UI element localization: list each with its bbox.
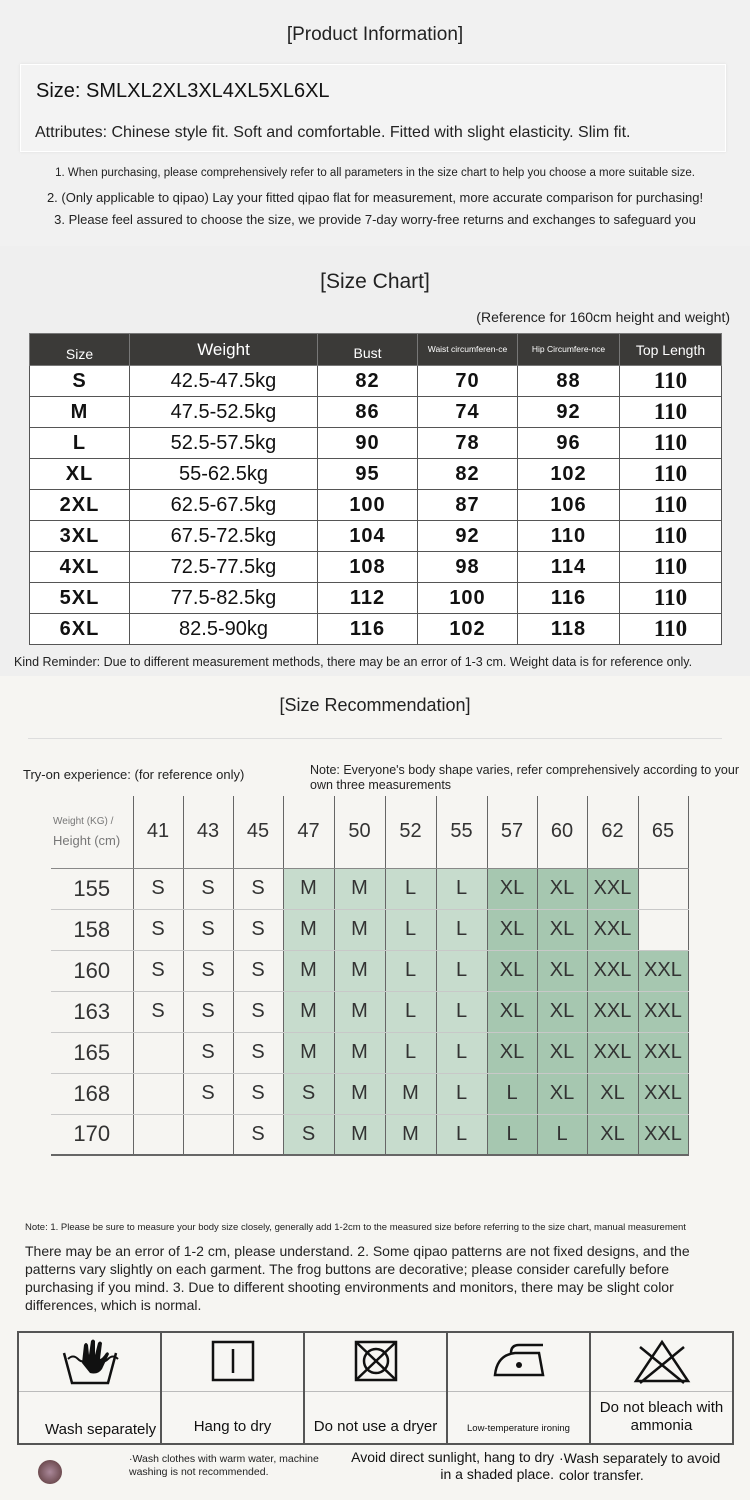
- care-divider: [591, 1391, 732, 1392]
- product-information-section: [0, 0, 750, 246]
- size-recommendation-cell: L: [436, 1032, 487, 1073]
- size-recommendation-cell: XL: [537, 991, 587, 1032]
- header-waist: Waist circumferen-ce: [418, 334, 518, 366]
- size-chart-row: [30, 490, 722, 521]
- top-length-cell: 110: [620, 397, 722, 428]
- waist-cell: 100: [418, 583, 518, 614]
- care-low-temp-iron: [447, 1332, 590, 1444]
- size-recommendation-cell: XL: [487, 950, 537, 991]
- brand-logo: [38, 1460, 118, 1486]
- size-recommendation-table: [51, 796, 689, 1156]
- size-recommendation-cell: [133, 1032, 183, 1073]
- weight-header-cell: 60: [537, 796, 587, 868]
- weight-header-cell: 55: [436, 796, 487, 868]
- no-tumble-dry-icon: [351, 1337, 401, 1385]
- size-recommendation-cell: XXL: [587, 909, 638, 950]
- weight-cell: 62.5-67.5kg: [130, 490, 318, 521]
- size-recommendation-cell: [133, 1073, 183, 1114]
- size-recommendation-cell: S: [183, 868, 233, 909]
- size-recommendation-cell: L: [436, 991, 487, 1032]
- size-recommendation-cell: S: [183, 1073, 233, 1114]
- size-recommendation-cell: S: [133, 950, 183, 991]
- size-recommendation-cell: S: [133, 991, 183, 1032]
- size-chart-row: [30, 459, 722, 490]
- size-recommendation-cell: XL: [537, 950, 587, 991]
- header-size: Size: [30, 334, 130, 366]
- height-row: [51, 1073, 688, 1114]
- corner-weight-label: Weight (KG) /: [53, 815, 114, 827]
- care-instructions-table: [17, 1331, 734, 1445]
- waist-cell: 70: [418, 366, 518, 397]
- height-cell: 160: [51, 950, 133, 991]
- size-recommendation-cell: L: [487, 1073, 537, 1114]
- height-row: [51, 1032, 688, 1073]
- care-label-no-bleach: Do not bleach with ammonia: [599, 1399, 724, 1434]
- reference-note: (Reference for 160cm height and weight): [476, 309, 730, 325]
- size-recommendation-cell: S: [233, 950, 283, 991]
- care-divider: [19, 1391, 160, 1392]
- header-weight: Weight: [130, 334, 318, 366]
- weight-header-cell: 52: [385, 796, 436, 868]
- top-length-cell: 110: [620, 459, 722, 490]
- hip-cell: 110: [518, 521, 620, 552]
- purchase-note-3: 3. Please feel assured to choose the size, we provide 7-day worry-free returns and exchanges to safeguard you: [54, 212, 696, 227]
- product-info-title: [Product Information]: [286, 24, 464, 45]
- weight-cell: 42.5-47.5kg: [130, 366, 318, 397]
- weight-cell: 67.5-72.5kg: [130, 521, 318, 552]
- hip-cell: 102: [518, 459, 620, 490]
- size-recommendation-cell: L: [537, 1114, 587, 1155]
- waist-cell: 82: [418, 459, 518, 490]
- size-recommendation-cell: M: [283, 950, 334, 991]
- weight-header-cell: 47: [283, 796, 334, 868]
- tryon-note: Note: Everyone's body shape varies, refer comprehensively according to your own three measurements: [310, 763, 739, 792]
- footer-note-sunlight: Avoid direct sunlight, hang to dry in a shaded place.: [351, 1449, 554, 1482]
- bust-cell: 82: [318, 366, 418, 397]
- size-recommendation-cell: M: [283, 1032, 334, 1073]
- height-cell: 165: [51, 1032, 133, 1073]
- size-recommendation-cell: XL: [487, 991, 537, 1032]
- size-recommendation-cell: S: [233, 991, 283, 1032]
- size-recommendation-cell: [133, 1114, 183, 1155]
- size-cell: L: [30, 428, 130, 459]
- size-recommendation-cell: S: [183, 909, 233, 950]
- hip-cell: 118: [518, 614, 620, 645]
- size-recommendation-cell: M: [334, 1073, 385, 1114]
- bust-cell: 108: [318, 552, 418, 583]
- bust-cell: 90: [318, 428, 418, 459]
- low-temperature-iron-icon: [487, 1337, 551, 1385]
- top-length-cell: 110: [620, 521, 722, 552]
- size-recommendation-cell: XL: [537, 1073, 587, 1114]
- purchase-note-1: 1. When purchasing, please comprehensively refer to all parameters in the size chart to help you choose a more suitable size.: [55, 167, 695, 179]
- waist-cell: 92: [418, 521, 518, 552]
- size-recommendation-cell: XXL: [587, 950, 638, 991]
- weight-cell: 77.5-82.5kg: [130, 583, 318, 614]
- size-recommendation-cell: L: [436, 1114, 487, 1155]
- size-recommendation-cell: XXL: [638, 1073, 688, 1114]
- height-row: [51, 991, 688, 1032]
- size-recommendation-cell: S: [183, 991, 233, 1032]
- weight-header-cell: 43: [183, 796, 233, 868]
- size-recommendation-cell: [638, 909, 688, 950]
- size-recommendation-cell: XL: [487, 1032, 537, 1073]
- size-chart-row: [30, 583, 722, 614]
- size-recommendation-cell: M: [334, 868, 385, 909]
- header-top-length: Top Length: [620, 334, 722, 366]
- size-recommendation-cell: L: [436, 1073, 487, 1114]
- bust-cell: 104: [318, 521, 418, 552]
- size-recommendation-cell: M: [334, 909, 385, 950]
- size-cell: M: [30, 397, 130, 428]
- waist-cell: 74: [418, 397, 518, 428]
- size-recommendation-cell: XXL: [638, 1032, 688, 1073]
- header-hip: Hip Circumfere-nce: [518, 334, 620, 366]
- hip-cell: 116: [518, 583, 620, 614]
- height-row: [51, 1114, 688, 1155]
- size-recommendation-cell: S: [183, 950, 233, 991]
- size-recommendation-cell: M: [283, 991, 334, 1032]
- size-recommendation-cell: XL: [487, 868, 537, 909]
- hip-cell: 92: [518, 397, 620, 428]
- hip-cell: 88: [518, 366, 620, 397]
- top-length-cell: 110: [620, 428, 722, 459]
- size-recommendation-cell: L: [385, 950, 436, 991]
- size-recommendation-cell: S: [283, 1073, 334, 1114]
- care-label-low-temp-iron: Low-temperature ironing: [467, 1423, 570, 1434]
- size-chart-row: [30, 397, 722, 428]
- size-chart-table: [29, 333, 722, 645]
- height-cell: 170: [51, 1114, 133, 1155]
- size-recommendation-cell: XXL: [587, 868, 638, 909]
- size-recommendation-cell: XXL: [587, 991, 638, 1032]
- attributes-line: Attributes: Chinese style fit. Soft and comfortable. Fitted with slight elasticity. Slim fit.: [35, 124, 631, 141]
- logo-circle: [38, 1460, 62, 1484]
- size-recommendation-cell: [183, 1114, 233, 1155]
- weight-cell: 72.5-77.5kg: [130, 552, 318, 583]
- size-recommendation-cell: M: [334, 991, 385, 1032]
- care-divider: [162, 1391, 303, 1392]
- height-cell: 158: [51, 909, 133, 950]
- size-recommendation-cell: L: [385, 909, 436, 950]
- size-recommendation-cell: XL: [537, 1032, 587, 1073]
- top-length-cell: 110: [620, 366, 722, 397]
- size-recommendation-cell: S: [133, 909, 183, 950]
- size-recommendation-cell: L: [436, 950, 487, 991]
- waist-cell: 87: [418, 490, 518, 521]
- measurement-note: There may be an error of 1-2 cm, please understand. 2. Some qipao patterns are not fixed designs, and the patterns vary slightly on each garment. The frog buttons are decorative; please consider carefully before purchasing if you mind. 3. Due to different shooting environments and monitors, there may be slight color differences, which is normal.: [25, 1243, 690, 1313]
- size-chart-section: [0, 246, 750, 676]
- weight-cell: 52.5-57.5kg: [130, 428, 318, 459]
- care-no-bleach: [590, 1332, 733, 1444]
- size-cell: 4XL: [30, 552, 130, 583]
- size-recommendation-cell: L: [487, 1114, 537, 1155]
- header-bust: Bust: [318, 334, 418, 366]
- bust-cell: 95: [318, 459, 418, 490]
- tryon-label: Try-on experience: (for reference only): [23, 767, 245, 782]
- waist-cell: 102: [418, 614, 518, 645]
- hang-dry-icon: [208, 1337, 258, 1385]
- size-recommendation-cell: [638, 868, 688, 909]
- care-no-dryer: [304, 1332, 447, 1444]
- size-chart-row: [30, 521, 722, 552]
- size-chart-row: [30, 428, 722, 459]
- weight-header-cell: 57: [487, 796, 537, 868]
- care-label-hang-to-dry: Hang to dry: [193, 1418, 272, 1435]
- size-recommendation-cell: L: [385, 868, 436, 909]
- no-bleach-icon: [630, 1337, 694, 1387]
- waist-cell: 78: [418, 428, 518, 459]
- size-chart-title: [Size Chart]: [320, 270, 430, 293]
- size-chart-row: [30, 366, 722, 397]
- size-chart-header-row: [30, 334, 722, 366]
- care-label-no-dryer: Do not use a dryer: [313, 1418, 438, 1435]
- size-cell: 2XL: [30, 490, 130, 521]
- height-cell: 155: [51, 868, 133, 909]
- top-length-cell: 110: [620, 583, 722, 614]
- size-recommendation-title: [Size Recommendation]: [279, 695, 471, 715]
- size-recommendation-cell: S: [233, 909, 283, 950]
- size-recommendation-cell: XXL: [638, 991, 688, 1032]
- size-recommendation-cell: M: [283, 868, 334, 909]
- hip-cell: 106: [518, 490, 620, 521]
- weight-header-cell: 45: [233, 796, 283, 868]
- care-divider: [305, 1391, 446, 1392]
- size-cell: S: [30, 366, 130, 397]
- height-row: [51, 950, 688, 991]
- size-recommendation-cell: M: [334, 950, 385, 991]
- waist-cell: 98: [418, 552, 518, 583]
- size-cell: 3XL: [30, 521, 130, 552]
- care-divider: [448, 1391, 589, 1392]
- weight-header-cell: 65: [638, 796, 688, 868]
- bust-cell: 116: [318, 614, 418, 645]
- top-length-cell: 110: [620, 490, 722, 521]
- bust-cell: 112: [318, 583, 418, 614]
- size-recommendation-cell: XXL: [638, 950, 688, 991]
- size-recommendation-cell: S: [233, 1032, 283, 1073]
- size-recommendation-cell: XXL: [587, 1032, 638, 1073]
- size-cell: 5XL: [30, 583, 130, 614]
- top-length-cell: 110: [620, 614, 722, 645]
- kind-reminder: Kind Reminder: Due to different measurement methods, there may be an error of 1-3 cm. Weight data is for reference only.: [14, 655, 693, 669]
- footer-note-wash: ·Wash clothes with warm water, machine washing is not recommended.: [129, 1453, 319, 1478]
- size-recommendation-cell: XL: [537, 868, 587, 909]
- size-recommendation-section: [0, 676, 750, 1500]
- divider: [28, 738, 722, 739]
- size-recommendation-cell: M: [283, 909, 334, 950]
- care-label-wash-separately: Wash separately: [45, 1421, 157, 1438]
- size-recommendation-cell: XL: [587, 1114, 638, 1155]
- size-recommendation-cell: XL: [537, 909, 587, 950]
- size-line: Size: SMLXL2XL3XL4XL5XL6XL: [36, 80, 330, 102]
- care-hang-to-dry: [161, 1332, 304, 1444]
- bust-cell: 86: [318, 397, 418, 428]
- size-recommendation-cell: S: [283, 1114, 334, 1155]
- size-chart-row: [30, 614, 722, 645]
- size-recommendation-cell: XXL: [638, 1114, 688, 1155]
- hand-wash-icon: [58, 1337, 122, 1389]
- size-recommendation-cell: S: [233, 1073, 283, 1114]
- footer-note-separate: ·Wash separately to avoid color transfer.: [559, 1450, 721, 1483]
- measurement-note-small: Note: 1. Please be sure to measure your body size closely, generally add 1-2cm to the measured size before referring to the size chart, manual measurement: [25, 1222, 686, 1233]
- weight-header-cell: 62: [587, 796, 638, 868]
- weight-cell: 55-62.5kg: [130, 459, 318, 490]
- height-row: [51, 868, 688, 909]
- size-cell: 6XL: [30, 614, 130, 645]
- size-recommendation-cell: L: [385, 991, 436, 1032]
- hip-cell: 114: [518, 552, 620, 583]
- size-recommendation-cell: S: [133, 868, 183, 909]
- size-recommendation-cell: S: [233, 868, 283, 909]
- size-recommendation-cell: XL: [587, 1073, 638, 1114]
- corner-cell: [51, 796, 133, 868]
- weight-cell: 47.5-52.5kg: [130, 397, 318, 428]
- top-length-cell: 110: [620, 552, 722, 583]
- height-cell: 163: [51, 991, 133, 1032]
- weight-header-cell: 50: [334, 796, 385, 868]
- size-recommendation-cell: M: [334, 1114, 385, 1155]
- weight-header-cell: 41: [133, 796, 183, 868]
- size-cell: XL: [30, 459, 130, 490]
- size-recommendation-cell: M: [385, 1073, 436, 1114]
- size-chart-row: [30, 552, 722, 583]
- height-cell: 168: [51, 1073, 133, 1114]
- size-recommendation-cell: L: [385, 1032, 436, 1073]
- care-wash-separately: [18, 1332, 161, 1444]
- purchase-note-2: 2. (Only applicable to qipao) Lay your fitted qipao flat for measurement, more accurate comparison for purchasing!: [46, 190, 704, 205]
- corner-height-label: Height (cm): [53, 832, 121, 848]
- size-recommendation-cell: L: [436, 909, 487, 950]
- hip-cell: 96: [518, 428, 620, 459]
- size-recommendation-cell: S: [183, 1032, 233, 1073]
- size-recommendation-cell: XL: [487, 909, 537, 950]
- weight-header-row: [51, 796, 688, 868]
- size-recommendation-cell: M: [385, 1114, 436, 1155]
- weight-cell: 82.5-90kg: [130, 614, 318, 645]
- size-recommendation-cell: M: [334, 1032, 385, 1073]
- height-row: [51, 909, 688, 950]
- bust-cell: 100: [318, 490, 418, 521]
- size-recommendation-cell: L: [436, 868, 487, 909]
- size-recommendation-cell: S: [233, 1114, 283, 1155]
